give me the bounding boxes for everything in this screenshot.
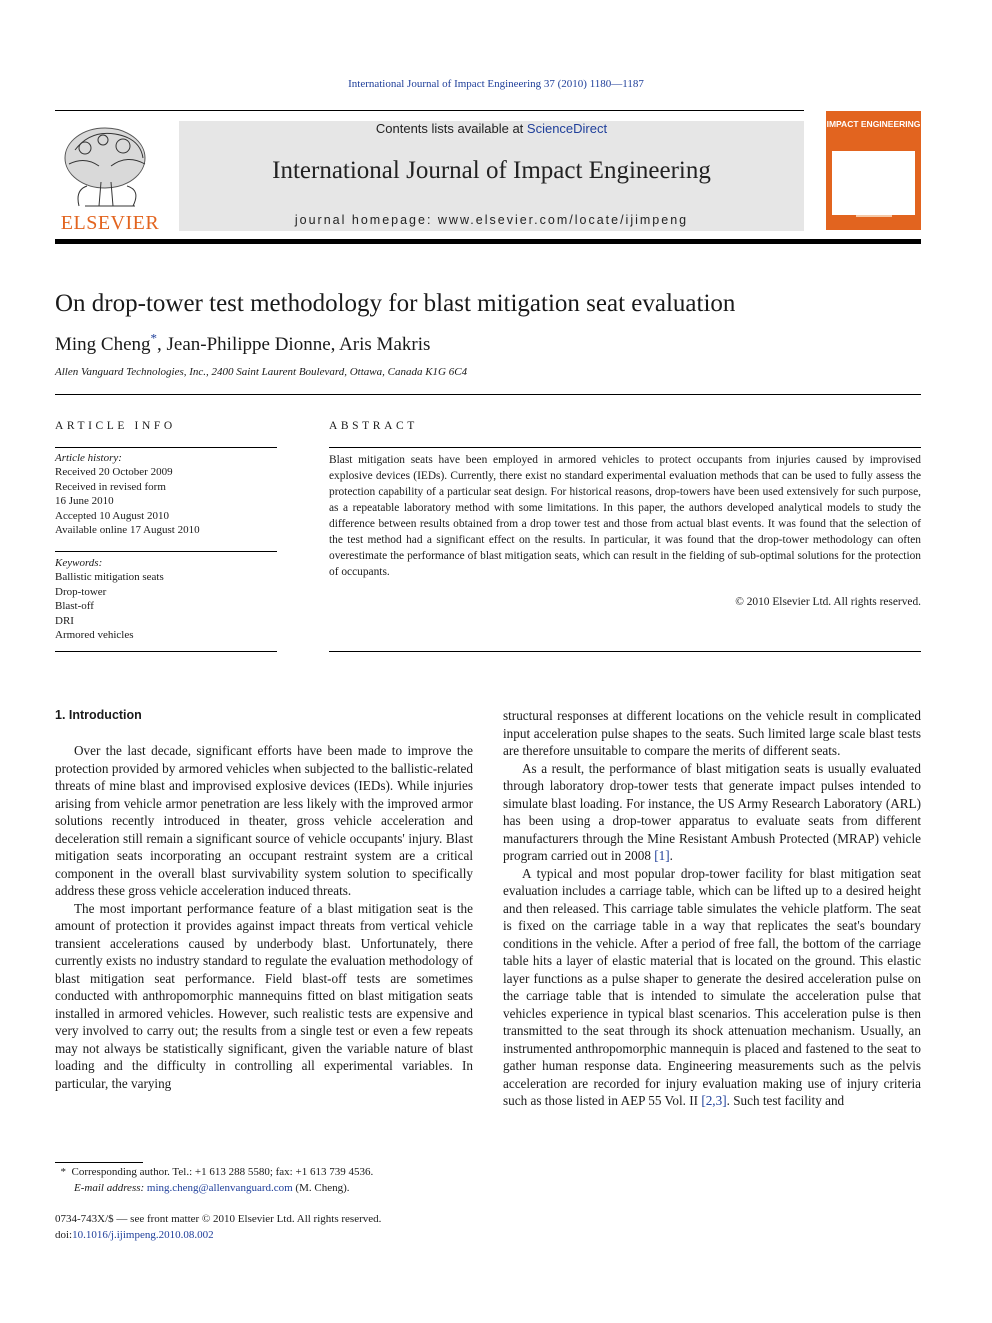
homepage-link[interactable]: www.elsevier.com/locate/ijimpeng <box>437 213 689 227</box>
history-item: 16 June 2010 <box>55 495 114 508</box>
body-column-right <box>503 707 921 1110</box>
sciencedirect-link[interactable]: ScienceDirect <box>526 121 608 136</box>
cover-panel <box>832 151 915 215</box>
keyword-item: Ballistic mitigation seats <box>55 571 164 584</box>
keywords <box>55 556 277 642</box>
email-note <box>55 1181 473 1197</box>
info-rule-bottom <box>55 651 277 652</box>
abstract-rule-bottom <box>329 651 921 652</box>
history-item: Received 20 October 2009 <box>55 466 173 479</box>
corresponding-author-note <box>55 1165 473 1181</box>
body-column-left <box>55 742 473 1092</box>
abstract-text: Blast mitigation seats have been employed in armored vehicles to protect occupants from injuries caused by improvised explosive devices (IEDs). Currently, there exist no standard experimental evaluation methods that can be used to fully assess the protection capability of a particular seat design. For historical reasons, drop-towers have been used extensively for such purpose, as a repeatable laboratory method with some limitations. In this paper, the authors developed analytical models to study the difference between results obtained from a drop tower test and those from actual blast events. It was found that the selection of the test method had a significant effect on the results. In particular, it was found that the drop-tower methodology can often overestimate the performance of blast mitigation seats, which can result in the fielding of sub-optimal solutions for the protection of occupants. <box>329 454 921 578</box>
body-paragraph: Over the last decade, significant efforts have been made to improve the protection provided by armored vehicles when subjected to the ballistic-related threats of mine blast and improvised explosive devices (IEDs). While injuries arising from vehicle armor penetration are less likely with the improved armor solutions recently introduced in theater, gross vehicle acceleration and deceleration still remain a significant source of vehicle occupants' injury. Blast mitigation seats incorporating an occupant restraint system are a critical component in the overall blast survivability system solution to specifically address these gross vehicle acceleration induced threats. <box>55 743 473 898</box>
info-rule-top <box>55 447 277 448</box>
abstract-rule-top <box>329 447 921 448</box>
other-authors: , Jean-Philippe Dionne, Aris Makris <box>157 334 431 355</box>
doi-line <box>55 1228 473 1244</box>
body-paragraph <box>503 760 921 865</box>
abstract-heading: ABSTRACT <box>329 420 418 432</box>
doi-prefix: doi: <box>55 1228 73 1241</box>
author-list <box>55 330 431 356</box>
body-paragraph: structural responses at different locations on the vehicle result in complicated input acceleration pulse shapes to the seats. Such limited large scale blast tests are therefore unsuitable to compare the merits of different seats. <box>503 708 921 758</box>
keywords-label: Keywords: <box>55 557 103 569</box>
journal-homepage <box>179 213 804 227</box>
title-rule <box>55 394 921 395</box>
journal-citation[interactable]: International Journal of Impact Engineering 37 (2010) 1180—1187 <box>348 78 644 90</box>
corresponding-author-mark[interactable]: * <box>150 330 158 346</box>
publisher-logo[interactable] <box>55 120 165 234</box>
abstract-copyright: © 2010 Elsevier Ltd. All rights reserved. <box>735 596 921 608</box>
history-label: Article history: <box>55 452 122 464</box>
info-rule-middle <box>55 551 277 552</box>
body-paragraph: The most important performance feature of a blast mitigation seat is the amount of protection it provides against impact threats from vertical vehicle transient accelerations caused by underbody blast. Unfortunately, there currently exists no industry standard to regulate the evaluation methodology of blast mitigation seat performance. Field blast-off tests are sometimes conducted with anthropomorphic mannequins fitted on blast mitigation seats installed in armored vehicles. However, such realistic tests are expensive and very involved to carry out; the results from a single test or even a few repeats may not always be statistically significant, given the variable nature of blast loading and the difficulty in controlling all experimental variables. In particular, the varying <box>55 900 473 1091</box>
journal-cover-thumbnail[interactable] <box>826 111 921 230</box>
history-item: Received in revised form <box>55 480 166 493</box>
paragraph-end: . <box>669 848 673 863</box>
affiliation: Allen Vanguard Technologies, Inc., 2400 Saint Laurent Boulevard, Ottawa, Canada K1G 6C4 <box>55 366 468 378</box>
issn-line: 0734-743X/$ — see front matter © 2010 Elsevier Ltd. All rights reserved. <box>55 1213 382 1225</box>
citation-link[interactable]: [2,3] <box>701 1093 727 1108</box>
email-link[interactable]: ming.cheng@allenvanguard.com <box>146 1181 293 1194</box>
header-rule <box>55 110 804 111</box>
article-history <box>55 451 277 537</box>
article-title: On drop-tower test methodology for blast mitigation seat evaluation <box>55 290 736 317</box>
email-label: E-mail address: <box>74 1181 145 1194</box>
paragraph-text: A typical and most popular drop-tower facility for blast mitigation seat evaluation includes a carriage table, which can be lifted up to a desired height and then released. This carriage table simulates the vehicle platform. The seat is fixed on the carriage table in a way that replicates the seat's boundary conditions in the vehicle. After a period of free fall, the bottom of the carriage table hits a layer of elastic material that is located on the ground. This elastic layer functions as a pulse shaper to generate the desired acceleration pulse on the carriage table that is intended to simulate the acceleration pulse that vehicles experience in typical blast scenarios. This acceleration pulse is then transmitted to the seat through its shock attenuation mechanism. Usually, an instrumented anthropomorphic mannequin is placed and fastened to the seat to gather human response data. Engineering measurements such as the pelvis acceleration are recorded for injury evaluation making use of injury criteria such as those listed in AEP 55 Vol. II <box>503 865 921 1108</box>
paragraph-end: . Such test facility and <box>726 1093 845 1108</box>
journal-title: International Journal of Impact Engineering <box>272 157 711 184</box>
email-suffix: (M. Cheng). <box>292 1181 350 1194</box>
article-info-heading: ARTICLE INFO <box>55 420 176 432</box>
keyword-item: Drop-tower <box>55 585 107 598</box>
author-name[interactable]: Ming Cheng <box>55 334 151 355</box>
keyword-item: Armored vehicles <box>55 629 134 642</box>
footnote-text: Corresponding author. Tel.: +1 613 288 5580; fax: +1 613 739 4536. <box>71 1166 374 1178</box>
keyword-item: Blast-off <box>55 600 94 613</box>
header-thick-rule <box>55 239 921 244</box>
contents-availability <box>179 121 804 136</box>
keyword-item: DRI <box>55 614 74 627</box>
contents-prefix: Contents lists available at <box>375 121 527 136</box>
footnote-mark: * <box>60 1166 66 1178</box>
journal-banner <box>179 121 804 231</box>
history-item: Available online 17 August 2010 <box>55 524 200 537</box>
cover-title: IMPACT ENGINEERING <box>826 119 921 129</box>
footnote-rule <box>55 1162 143 1163</box>
homepage-prefix: journal homepage: <box>294 213 438 227</box>
doi-link[interactable]: 10.1016/j.ijimpeng.2010.08.002 <box>72 1228 214 1241</box>
cover-footer-mark <box>856 215 892 217</box>
front-matter <box>55 1212 473 1243</box>
section-heading: 1. Introduction <box>55 708 142 722</box>
citation-link[interactable]: [1] <box>654 848 670 863</box>
footnote <box>55 1165 473 1196</box>
paragraph-text: As a result, the performance of blast mitigation seats is usually evaluated through laboratory drop-tower tests that generate impact pulses intended to simulate blast loading. For instance, the US Army Research Laboratory (ARL) has been using a drop-tower apparatus to evaluate seats from different manufacturers through the Mine Resistant Ambush Protected (MRAP) vehicle program carried out in 2008 <box>503 760 921 863</box>
body-paragraph <box>503 865 921 1110</box>
elsevier-wordmark: ELSEVIER <box>60 212 160 234</box>
history-item: Accepted 10 August 2010 <box>55 509 169 522</box>
